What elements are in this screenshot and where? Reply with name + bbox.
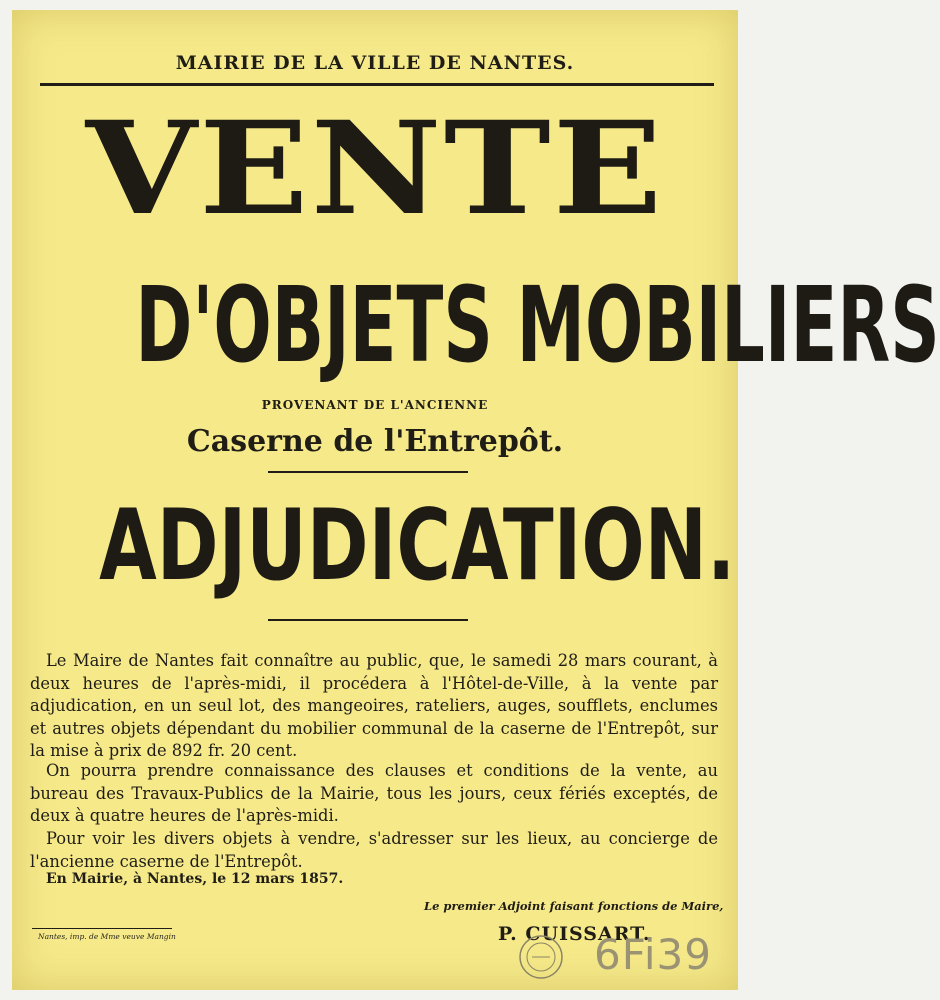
divider-lower — [268, 619, 468, 621]
issuing-authority: MAIRIE DE LA VILLE DE NANTES. — [175, 52, 575, 74]
notice-paragraph-conditions: On pourra prendre connaissance des clauses et conditions de la vente, au bureau des Travaux-Publics de la Mairie, tous les jours, ceux fériés exceptés, de deux à quatre heures de l'après-midi. — [30, 761, 718, 825]
title-vente: VENTE — [85, 94, 665, 244]
notice-paragraph-viewing: Pour voir les divers objets à vendre, s'adresser sur les lieux, au concierge de l'ancienne caserne de l'Entrepôt. — [30, 829, 718, 871]
poster-sheet — [12, 10, 940, 990]
printer-imprint: Nantes, imp. de Mme veuve Mangin — [38, 932, 176, 941]
header-rule — [40, 83, 714, 86]
printer-rule — [32, 928, 172, 929]
provenance-line: PROVENANT DE L'ANCIENNE — [261, 398, 489, 412]
divider-upper — [268, 471, 468, 473]
title-adjudication: ADJUDICATION. — [99, 489, 736, 603]
title-objets-mobiliers: D'OBJETS MOBILIERS — [135, 264, 940, 386]
notice-paragraph-sale: Le Maire de Nantes fait connaître au public, que, le samedi 28 mars courant, à deux heures de l'après-midi, il procédera à l'Hôtel-de-Ville, à la vente par adjudication, en un seul lot, des mangeoires, rateliers, auges, soufflets, enclumes et autres objets dépendant du mobilier communal de la caserne de l'Entrepôt, sur la mise à prix de 892 fr. 20 cent. — [30, 651, 718, 760]
archive-stamp-icon — [518, 934, 564, 980]
issue-date-line: En Mairie, à Nantes, le 12 mars 1857. — [46, 871, 344, 887]
archive-reference: 6Fi39 — [594, 930, 712, 979]
signatory-name: P. CUISSART. — [498, 923, 651, 945]
signatory-title: Le premier Adjoint faisant fonctions de Maire, — [424, 899, 724, 913]
location-name: Caserne de l'Entrepôt. — [186, 424, 564, 459]
